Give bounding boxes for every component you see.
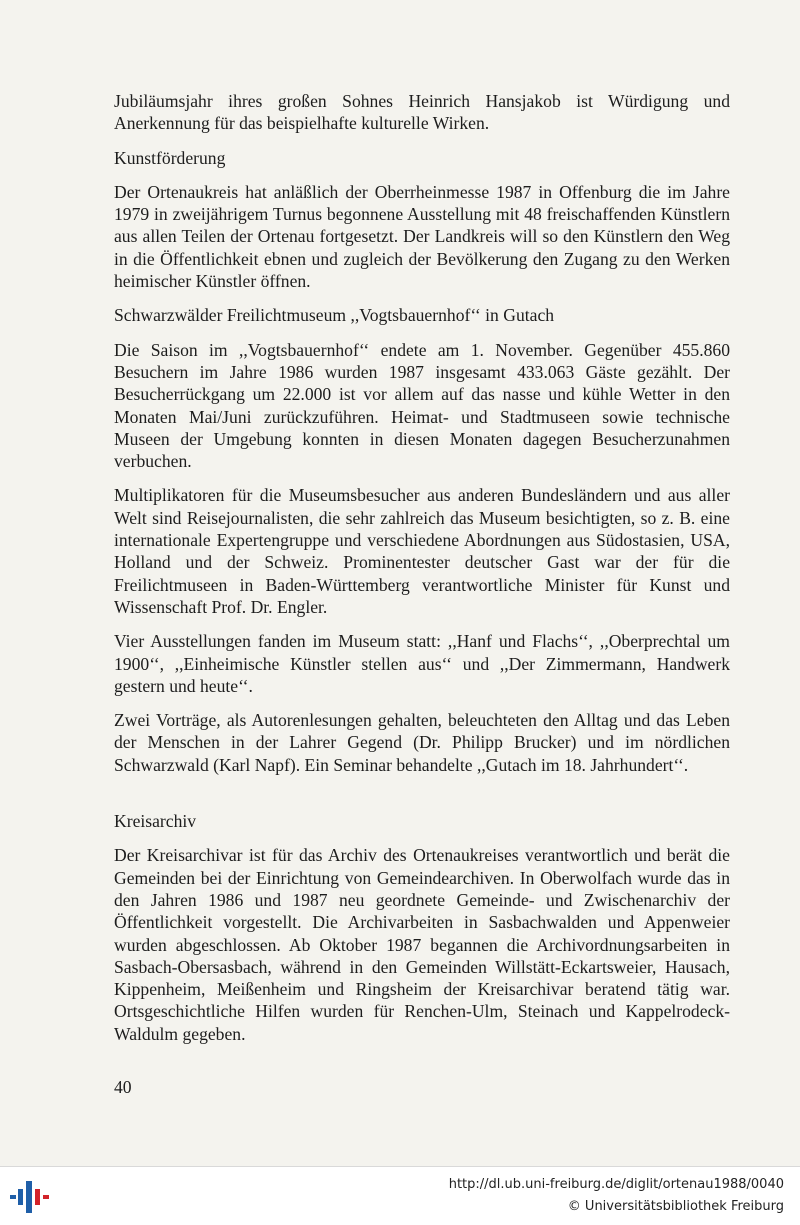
paragraph: Der Kreisarchivar ist für das Archiv des Ortenaukreises verantwortlich und berät die Gemeinden bei der Einrichtung von Gemeindearchiven. In Oberwolfach wurde das in den Jahren 1986 und 1987 neu geordnete Gemeinde- und Zwischenarchiv der Öffentlichkeit vorgestellt. Die Archivarbeiten in Sasbachwalden und Appenweier wurden abgeschlossen. Ab Oktober 1987 begannen die Archivordnungsarbeiten in Sasbach-Obersasbach, während in den Gemeinden Willstätt-Eckartsweier, Hausach, Kippenheim, Meißenheim und Ringsheim der Kreisarchivar beratend tätig war. Ortsgeschichtliche Hilfen wurden für Renchen-Ulm, Steinach und Kappelrodeck-Waldulm gegeben.: [114, 845, 730, 1044]
ub-freiburg-logo-icon: [10, 1179, 52, 1215]
paragraph: Vier Ausstellungen fanden im Museum statt: ,,Hanf und Flachs‘‘, ,,Oberprechtal um 1900‘‘, ,,Einheimische Künstler stellen aus‘‘ und ,,Der Zimmermann, Handwerk gestern und heute‘‘.: [114, 631, 730, 696]
paragraph: Zwei Vorträge, als Autorenlesungen gehalten, beleuchteten den Alltag und das Leben der Menschen in der Lahrer Gegend (Dr. Philipp Brucker) und im nördlichen Schwarzwald (Karl Napf). Ein Seminar behandelte ,,Gutach im 18. Jahrhundert‘‘.: [114, 710, 730, 775]
paragraph: Jubiläumsjahr ihres großen Sohnes Heinrich Hansjakob ist Würdigung und Anerkennung für das beispielhafte kulturelle Wirken.: [114, 91, 730, 134]
paragraph: Multiplikatoren für die Museumsbesucher aus anderen Bundesländern und aus aller Welt sind Reisejournalisten, die sehr zahlreich das Museum besichtigten, so z. B. eine internationale Expertengruppe und verschiedene Abordnungen aus Südostasien, USA, Holland und der Schweiz. Prominentester deutscher Gast war der für die Freilichtmuseen in Baden-Württemberg verantwortliche Minister für Kunst und Wissenschaft Prof. Dr. Engler.: [114, 485, 730, 617]
copyright-notice: © Universitätsbibliothek Freiburg: [567, 1199, 784, 1214]
viewer-footer: [0, 1166, 800, 1225]
section-heading: Kunstförderung: [114, 147, 226, 168]
paragraph: Der Ortenaukreis hat anläßlich der Oberrheinmesse 1987 in Offenburg die im Jahre 1979 in zweijährigem Turnus begonnene Ausstellung mit 48 freischaffenden Künstlern aus allen Teilen der Ortenau fortgesetzt. Der Landkreis will so den Künstlern den Weg in die Öffentlichkeit ebnen und zugleich der Bevölkerung den Zugang zu den Werken heimischer Künstler öffnen.: [114, 181, 730, 292]
page-number: 40: [114, 1077, 132, 1097]
permalink-url[interactable]: http://dl.ub.uni-freiburg.de/diglit/ortenau1988/0040: [448, 1177, 784, 1192]
body-text: [114, 90, 730, 1057]
section-heading: Kreisarchiv: [114, 811, 197, 832]
section-heading: Schwarzwälder Freilichtmuseum ,,Vogtsbauernhof‘‘ in Gutach: [114, 305, 555, 326]
paragraph: Die Saison im ,,Vogtsbauernhof‘‘ endete am 1. November. Gegenüber 455.860 Besuchern im Jahre 1986 wurden 1987 insgesamt 433.063 Gäste gezählt. Der Besucherrückgang um 22.000 ist vor allem auf das nasse und kühle Wetter in den Monaten Mai/Juni zurückzuführen. Heimat- und Stadtmuseen sowie technische Museen der Umgebung konnten in diesen Monaten dagegen Besucherzunahmen verbuchen.: [114, 339, 730, 472]
